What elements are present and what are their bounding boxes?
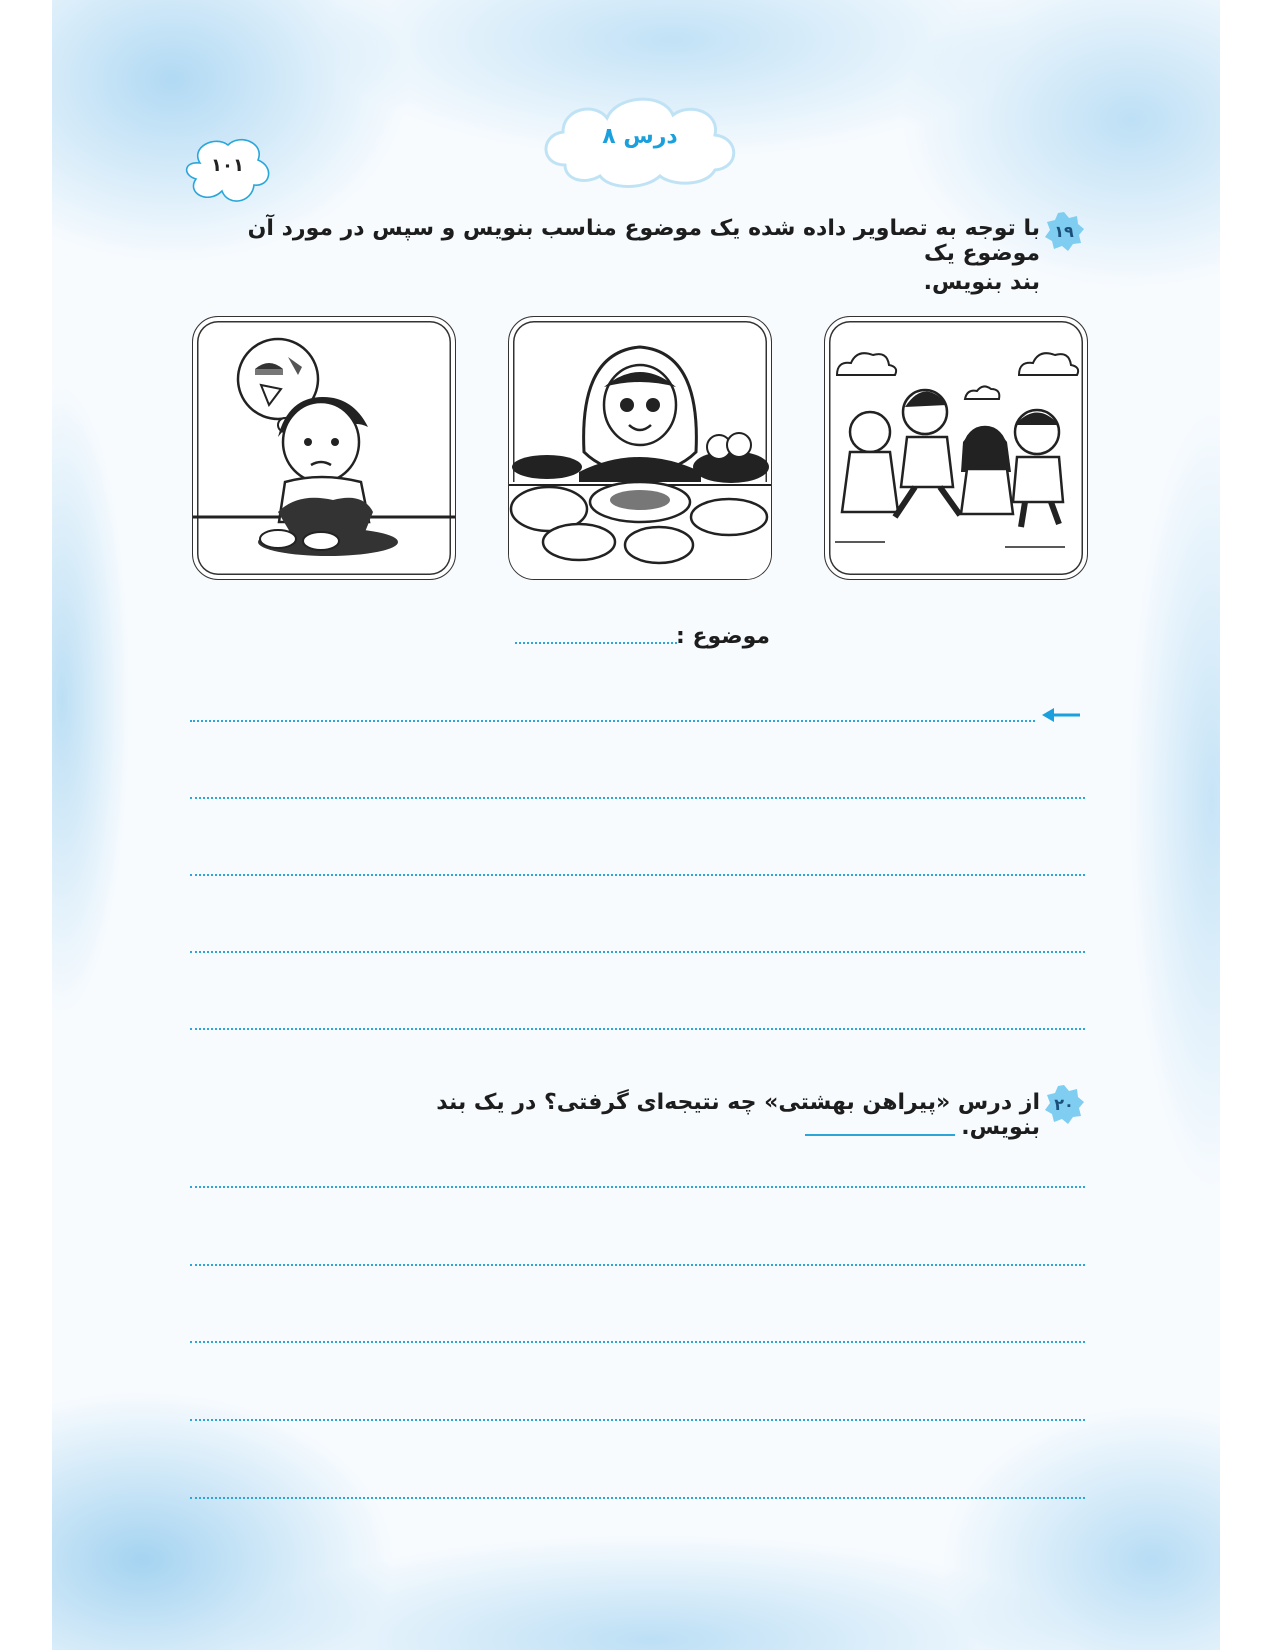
answer-line[interactable] — [190, 1419, 1085, 1421]
answer-line[interactable] — [190, 1341, 1085, 1343]
lesson-name-underline — [805, 1134, 955, 1136]
girl-with-food-table-icon — [509, 317, 771, 579]
question-20-text: از درس «پیراهن بهشتی» چه نتیجه‌ای گرفتی؟ در یک بند بنویس. — [436, 1090, 1040, 1140]
answer-line[interactable] — [190, 1497, 1085, 1499]
question-19-number: ۱۹ — [1054, 222, 1074, 241]
sad-hungry-boy-icon — [193, 317, 455, 579]
answer-line[interactable] — [190, 720, 1035, 722]
question-19-text-line1: با توجه به تصاویر داده شده یک موضوع مناسب بنویس و سپس در مورد آن موضوع یک — [247, 216, 1040, 266]
answer-line[interactable] — [190, 1186, 1085, 1188]
question-20-number: ۲۰ — [1054, 1095, 1074, 1114]
image-frame-children-playing — [824, 316, 1088, 580]
topic-label: موضوع : — [676, 624, 770, 649]
answer-line[interactable] — [190, 1028, 1085, 1030]
question-19-text-line2: بند بنویس. — [923, 270, 1040, 295]
children-playing-outdoors-icon — [825, 317, 1087, 579]
topic-answer-line[interactable] — [515, 642, 677, 644]
page-number: ۱۰۱ — [211, 155, 244, 176]
answer-line[interactable] — [190, 951, 1085, 953]
lesson-title: درس ۸ — [602, 124, 678, 149]
answer-line[interactable] — [190, 797, 1085, 799]
arrow-left-icon — [1040, 705, 1082, 725]
answer-line[interactable] — [190, 874, 1085, 876]
image-frame-sad-boy — [192, 316, 456, 580]
answer-line[interactable] — [190, 1264, 1085, 1266]
image-frame-girl-food — [508, 316, 772, 580]
